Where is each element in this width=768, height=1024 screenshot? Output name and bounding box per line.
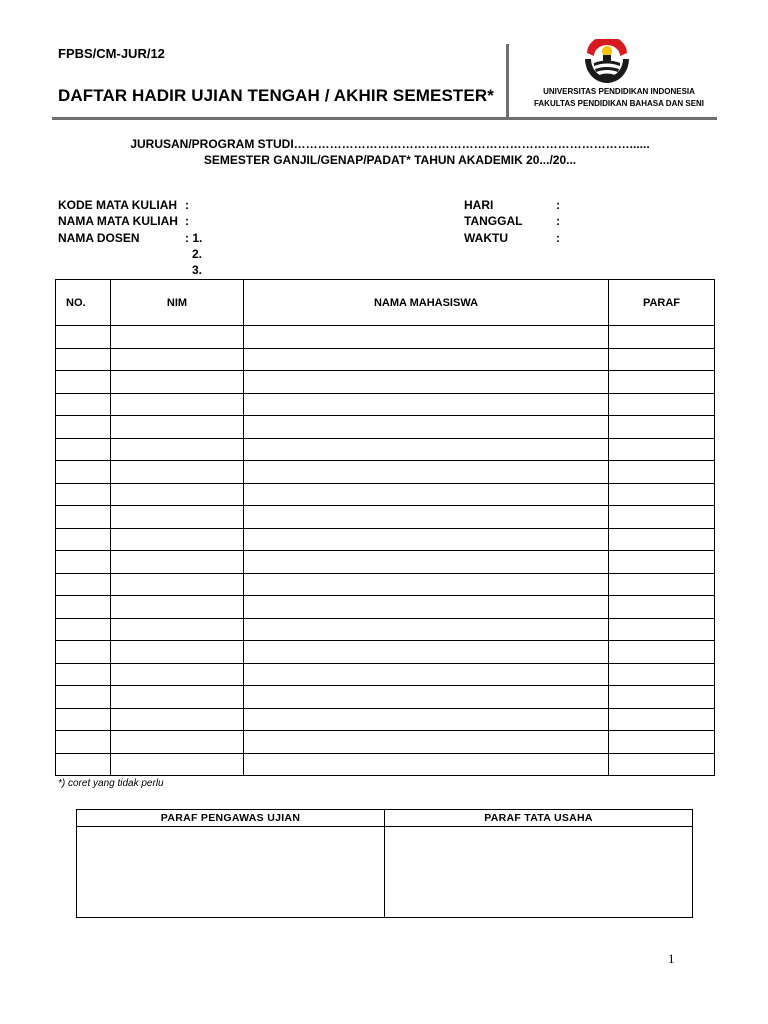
cell-paraf[interactable] (609, 686, 715, 709)
cell-no[interactable] (56, 326, 111, 349)
table-row (56, 573, 715, 596)
cell-no[interactable] (56, 393, 111, 416)
table-row (56, 348, 715, 371)
waktu-colon: : (556, 231, 560, 245)
hari-label: HARI (464, 198, 494, 212)
dosen-3: 3. (192, 263, 203, 277)
table-row (56, 416, 715, 439)
footnote: *) coret yang tidak perlu (58, 778, 164, 789)
cell-nim[interactable] (111, 528, 244, 551)
cell-nama-mahasiswa[interactable] (244, 371, 609, 394)
page-title: DAFTAR HADIR UJIAN TENGAH / AKHIR SEMESTER* (58, 86, 494, 105)
cell-nama-mahasiswa[interactable] (244, 416, 609, 439)
cell-nama-mahasiswa[interactable] (244, 483, 609, 506)
table-row (56, 731, 715, 754)
table-row (56, 641, 715, 664)
dosen-label: NAMA DOSEN (58, 231, 140, 245)
cell-paraf[interactable] (609, 393, 715, 416)
cell-paraf[interactable] (609, 731, 715, 754)
cell-nama-mahasiswa[interactable] (244, 326, 609, 349)
table-row (56, 753, 715, 776)
university-block (514, 86, 724, 110)
table-row (56, 551, 715, 574)
signature-table (76, 809, 693, 918)
cell-nim[interactable] (111, 596, 244, 619)
table-row (56, 483, 715, 506)
cell-paraf[interactable] (609, 618, 715, 641)
cell-nama-mahasiswa[interactable] (244, 528, 609, 551)
cell-nim[interactable] (111, 416, 244, 439)
semester-line: SEMESTER GANJIL/GENAP/PADAT* TAHUN AKADEMIK 20.../20... (203, 153, 577, 167)
table-row (56, 663, 715, 686)
cell-paraf[interactable] (609, 528, 715, 551)
cell-paraf[interactable] (609, 483, 715, 506)
cell-no[interactable] (56, 596, 111, 619)
cell-nim[interactable] (111, 483, 244, 506)
cell-no[interactable] (56, 483, 111, 506)
column-header-nim: NIM (111, 280, 244, 326)
cell-nama-mahasiswa[interactable] (244, 618, 609, 641)
hari-colon: : (556, 198, 560, 212)
table-row (56, 708, 715, 731)
cell-nim[interactable] (111, 348, 244, 371)
cell-no[interactable] (56, 753, 111, 776)
cell-paraf[interactable] (609, 551, 715, 574)
cell-no[interactable] (56, 416, 111, 439)
table-row (56, 506, 715, 529)
table-row (56, 438, 715, 461)
cell-nim[interactable] (111, 708, 244, 731)
cell-nim[interactable] (111, 461, 244, 484)
table-header-row (56, 280, 715, 326)
tanggal-colon: : (556, 214, 560, 228)
cell-nim[interactable] (111, 551, 244, 574)
cell-paraf[interactable] (609, 438, 715, 461)
cell-no[interactable] (56, 686, 111, 709)
page-number: 1 (668, 951, 675, 966)
table-row (56, 326, 715, 349)
cell-nim[interactable] (111, 393, 244, 416)
cell-no[interactable] (56, 573, 111, 596)
cell-nama-mahasiswa[interactable] (244, 753, 609, 776)
cell-nama-mahasiswa[interactable] (244, 641, 609, 664)
cell-nama-mahasiswa[interactable] (244, 348, 609, 371)
signature-header-tata-usaha: PARAF TATA USAHA (385, 810, 693, 827)
signature-box-pengawas[interactable] (77, 827, 385, 918)
cell-nama-mahasiswa[interactable] (244, 393, 609, 416)
table-row (56, 686, 715, 709)
tanggal-label: TANGGAL (464, 214, 523, 228)
column-header-no: NO. (56, 280, 111, 326)
header-divider-horizontal (52, 117, 717, 120)
cell-no[interactable] (56, 528, 111, 551)
kode-colon: : (185, 198, 189, 212)
cell-paraf[interactable] (609, 416, 715, 439)
cell-nim[interactable] (111, 326, 244, 349)
cell-nama-mahasiswa[interactable] (244, 461, 609, 484)
cell-nama-mahasiswa[interactable] (244, 708, 609, 731)
cell-no[interactable] (56, 506, 111, 529)
cell-nim[interactable] (111, 663, 244, 686)
cell-paraf[interactable] (609, 708, 715, 731)
cell-nama-mahasiswa[interactable] (244, 506, 609, 529)
cell-no[interactable] (56, 618, 111, 641)
table-row (56, 528, 715, 551)
cell-nim[interactable] (111, 618, 244, 641)
dosen-1: : 1. (185, 231, 203, 245)
cell-no[interactable] (56, 348, 111, 371)
attendance-table (55, 279, 715, 776)
cell-nama-mahasiswa[interactable] (244, 573, 609, 596)
cell-paraf[interactable] (609, 663, 715, 686)
cell-nim[interactable] (111, 438, 244, 461)
header-divider-vertical (506, 44, 509, 118)
university-name: UNIVERSITAS PENDIDIKAN INDONESIA (543, 87, 695, 96)
document-code: FPBS/CM-JUR/12 (58, 46, 165, 61)
cell-no[interactable] (56, 641, 111, 664)
kode-label: KODE MATA KULIAH (58, 198, 178, 212)
program-line: JURUSAN/PROGRAM STUDI…………………………………………………………………………...... (130, 137, 650, 151)
cell-nama-mahasiswa[interactable] (244, 731, 609, 754)
cell-no[interactable] (56, 371, 111, 394)
cell-paraf[interactable] (609, 506, 715, 529)
cell-nim[interactable] (111, 686, 244, 709)
cell-nama-mahasiswa[interactable] (244, 551, 609, 574)
cell-paraf[interactable] (609, 596, 715, 619)
cell-paraf[interactable] (609, 326, 715, 349)
cell-nama-mahasiswa[interactable] (244, 596, 609, 619)
cell-nim[interactable] (111, 506, 244, 529)
cell-nim[interactable] (111, 641, 244, 664)
cell-no[interactable] (56, 663, 111, 686)
cell-paraf[interactable] (609, 461, 715, 484)
table-row (56, 371, 715, 394)
table-row (56, 461, 715, 484)
cell-no[interactable] (56, 438, 111, 461)
cell-nama-mahasiswa[interactable] (244, 438, 609, 461)
dosen-2: 2. (192, 247, 203, 261)
table-row (56, 596, 715, 619)
attendance-table-body (56, 326, 715, 776)
cell-nama-mahasiswa[interactable] (244, 663, 609, 686)
signature-box-tata-usaha[interactable] (385, 827, 693, 918)
nama-mk-colon: : (185, 214, 189, 228)
cell-paraf[interactable] (609, 371, 715, 394)
cell-nim[interactable] (111, 371, 244, 394)
cell-no[interactable] (56, 551, 111, 574)
column-header-nama-mahasiswa: NAMA MAHASISWA (244, 280, 609, 326)
cell-paraf[interactable] (609, 753, 715, 776)
table-row (56, 393, 715, 416)
cell-no[interactable] (56, 708, 111, 731)
signature-header-pengawas: PARAF PENGAWAS UJIAN (77, 810, 385, 827)
cell-no[interactable] (56, 461, 111, 484)
cell-nim[interactable] (111, 731, 244, 754)
cell-paraf[interactable] (609, 641, 715, 664)
upi-logo-icon (582, 39, 632, 85)
cell-paraf[interactable] (609, 348, 715, 371)
cell-nim[interactable] (111, 753, 244, 776)
cell-nim[interactable] (111, 573, 244, 596)
program-info (60, 136, 720, 168)
nama-mk-label: NAMA MATA KULIAH (58, 214, 178, 228)
faculty-name: FAKULTAS PENDIDIKAN BAHASA DAN SENI (533, 99, 705, 108)
table-row (56, 618, 715, 641)
waktu-label: WAKTU (464, 231, 508, 245)
cell-nama-mahasiswa[interactable] (244, 686, 609, 709)
cell-paraf[interactable] (609, 573, 715, 596)
cell-no[interactable] (56, 731, 111, 754)
column-header-paraf: PARAF (609, 280, 715, 326)
